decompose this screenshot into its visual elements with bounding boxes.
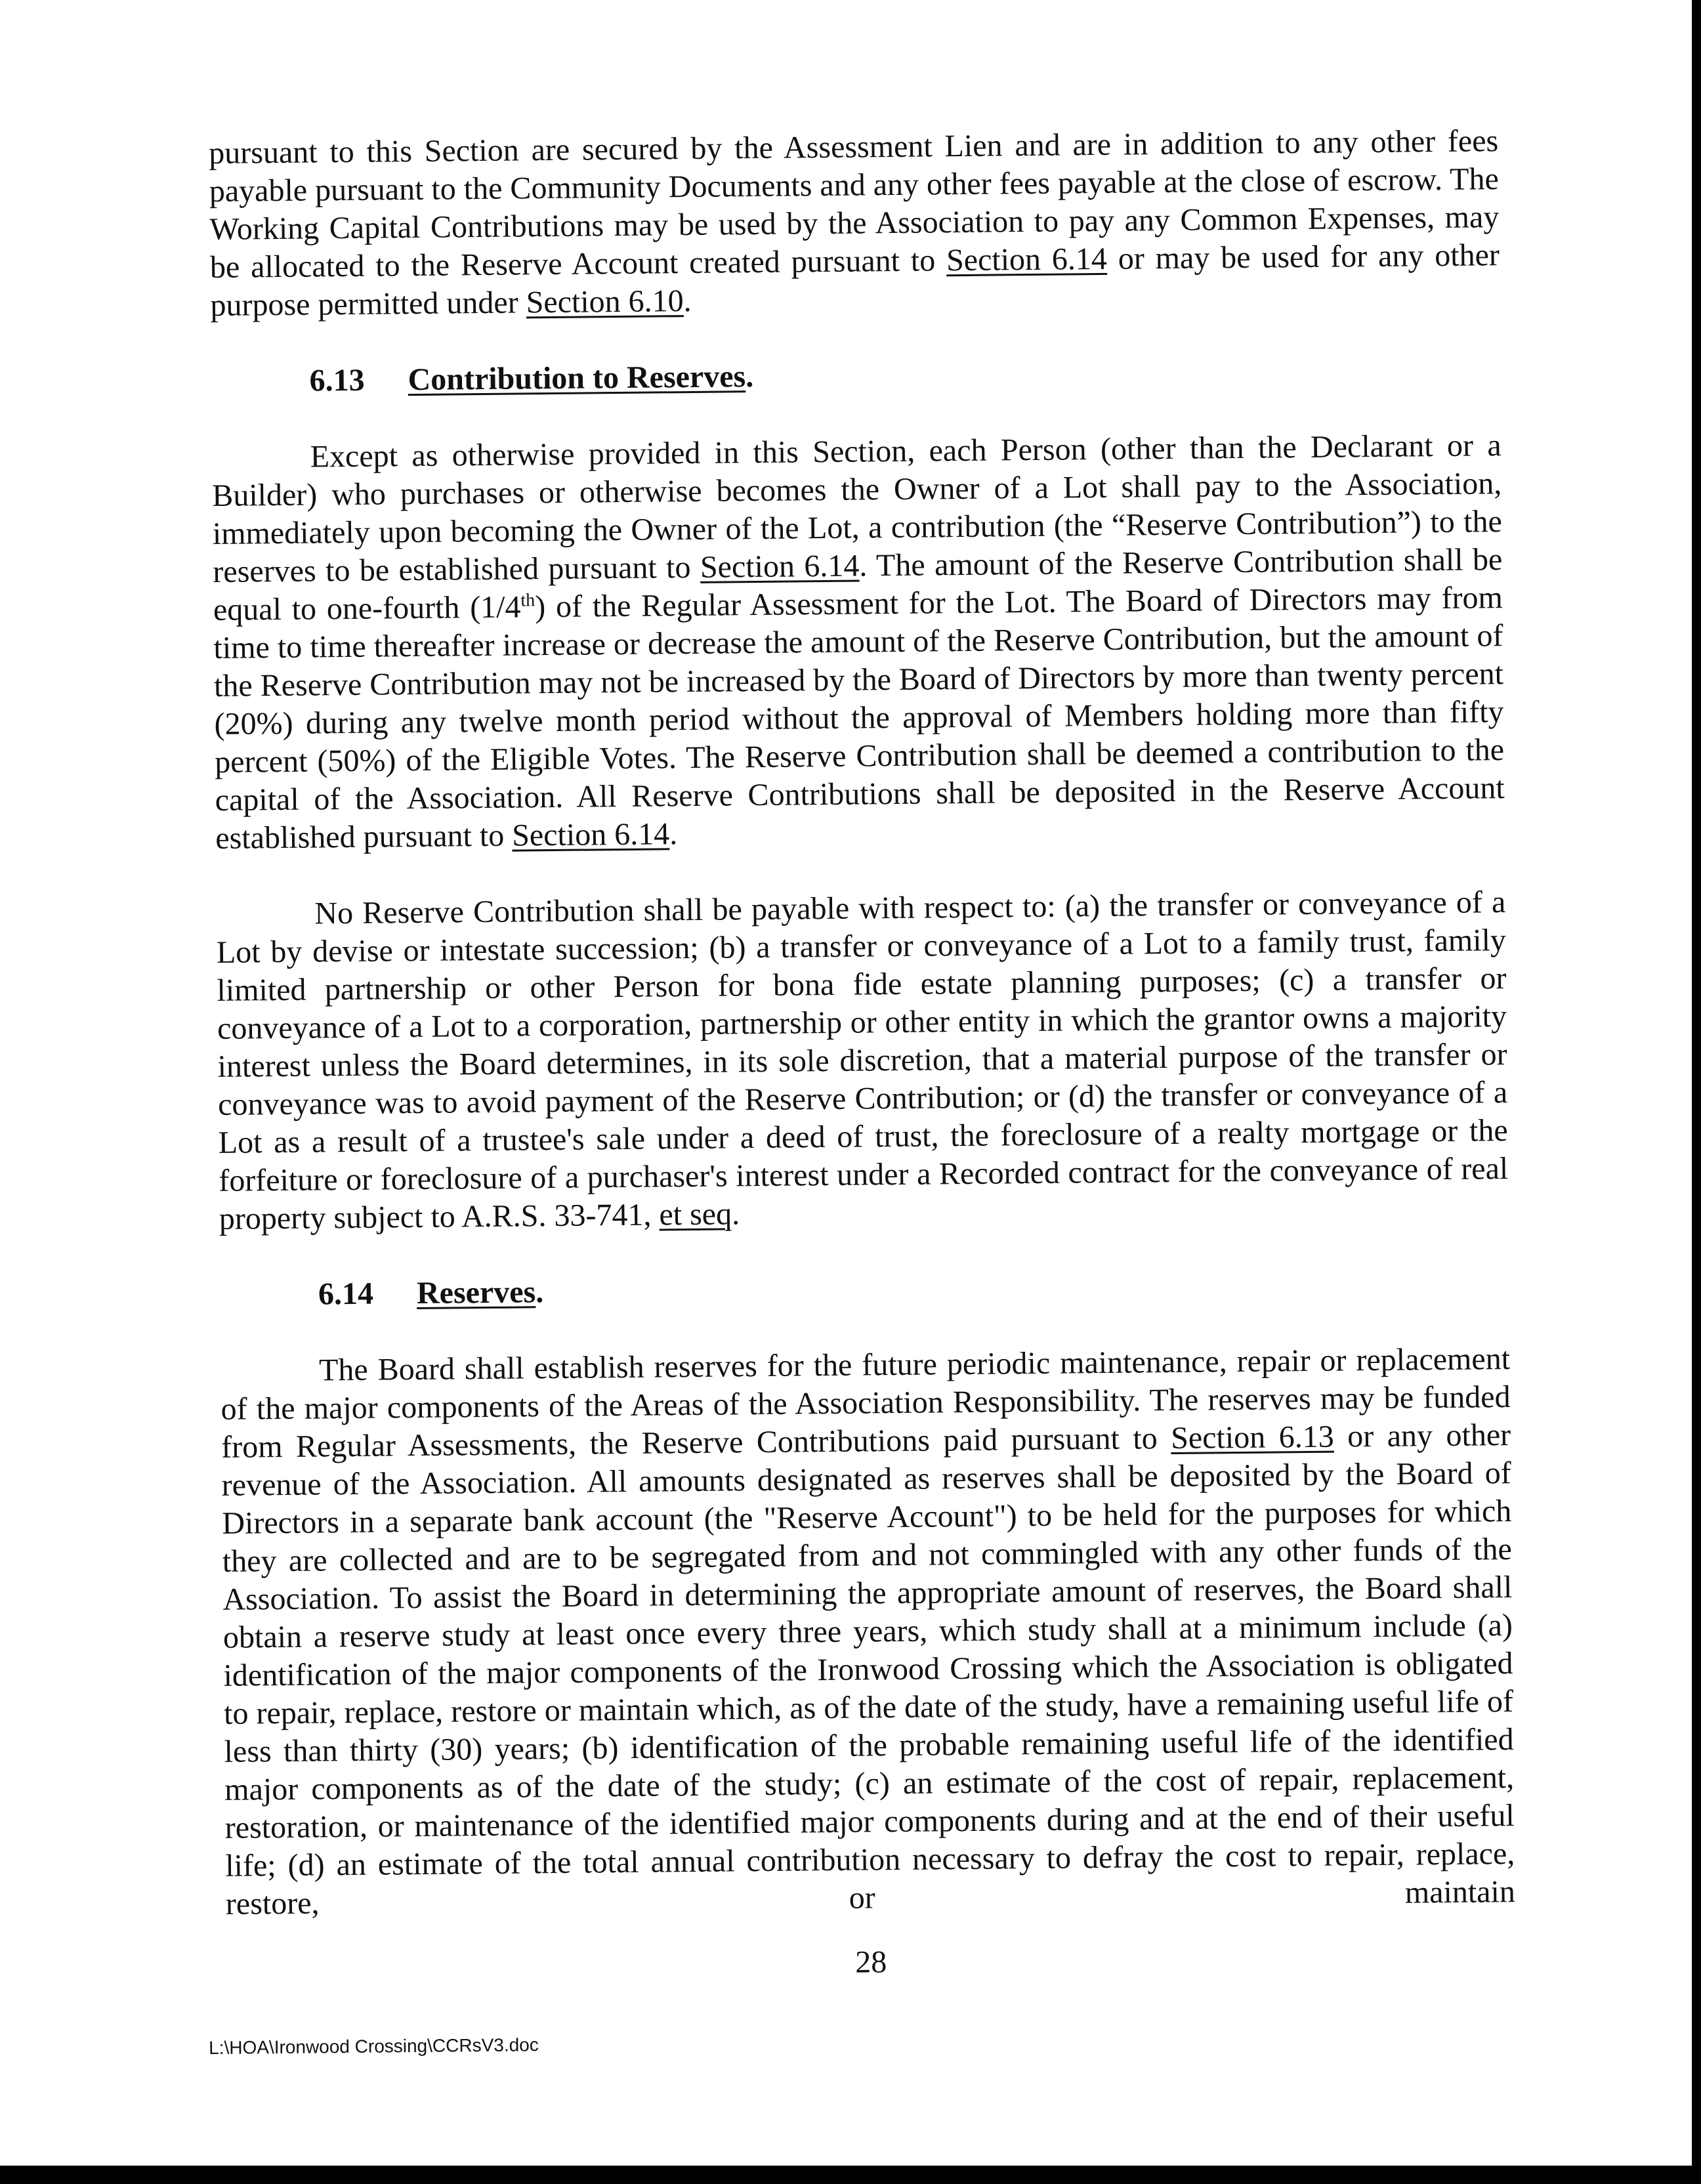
section-number: 6.14 (318, 1276, 374, 1312)
intro-paragraph: pursuant to this Section are secured by the Assessment Lien and are in addition to any other fees payable pursuant to the Community Documents and any other fees payable at the close of escrow. The Working Capital Contributions may be used by the Association to pay any Common Expenses, may be allocated to the Reserve Account created pursuant to Section 6.14 or may be used for any other purpose permitted under Section 6.10. (209, 123, 1500, 323)
section-reference-link: Section 6.14 (700, 548, 860, 585)
scan-edge-right (1692, 0, 1701, 2184)
section-6-14-heading: 6.14 Reserves. (220, 1264, 1509, 1314)
et-seq-citation: et seq (659, 1196, 732, 1232)
page-number: 28 (855, 1944, 887, 1980)
scan-edge-bottom (0, 2166, 1701, 2184)
section-6-13-paragraph-2: No Reserve Contribution shall be payable with respect to: (a) the transfer or conveyance of a Lot by devise or intestate succession; (b) a transfer or conveyance of a Lot to a family trust, family limited partnership or other Person for bona fide estate planning purposes; (c) a transfer or conveyance of a Lot to a corporation, partnership or other entity in which the grantor owns a majority interest unless the Board determines, in its sole discretion, that a material purpose of the transfer or conveyance was to avoid payment of the Reserve Contribution; or (d) the transfer or conveyance of a Lot as a result of a trustee's sale under a deed of trust, the foreclosure of a realty mortgage or the forfeiture or foreclosure of a purchaser's interest under a Recorded contract for the conveyance of real property subject to A.R.S. 33-741, et seq. (216, 885, 1509, 1236)
section-reference-link: Section 6.14 (946, 241, 1108, 278)
section-6-14-paragraph-1: The Board shall establish reserves for the future periodic maintenance, repair or replacement of the major components of the Areas of the Association Responsibility. The reserves may be funded from Regular Assessments, the Reserve Contributions paid pursuant to Section 6.13 or any other revenue of the Association. All amounts designated as reserves shall be deposited by the Board of Directors in a separate bank account (the "Reserve Account") to be held for the purposes for which they are collected and are to be segregated from and not commingled with any other funds of the Association. To assist the Board in determining the appropriate amount of reserves, the Board shall obtain a reserve study at least once every three years, which study shall at a minimum include (a) identification of the major components of the Ironwood Crossing which the Association is obligated to repair, replace, restore or maintain which, as of the date of the study, have a remaining useful life of less than thirty (30) years; (b) identification of the probable remaining useful life of the identified major components as of the date of the study; (c) an estimate of the cost of repair, replacement, restoration, or maintenance of the identified major components during and at the end of their useful life; (d) an estimate of the total annual contribution necessary to defray the cost to repair, replace, restore, or maintain (220, 1341, 1516, 1922)
section-title: Reserves (416, 1274, 536, 1311)
section-reference-link: Section 6.13 (1170, 1419, 1334, 1456)
section-reference-link: Section 6.10 (526, 284, 684, 320)
section-6-13-heading: 6.13 Contribution to Reserves. (211, 350, 1500, 401)
section-6-13-paragraph-1: Except as otherwise provided in this Section, each Person (other than the Declarant or a Builder) who purchases or otherwise becomes the Owner of a Lot shall pay to the Association, immediately upon becoming the Owner of the Lot, a contribution (the “Reserve Contribution”) to the reserves to be established pursuant to Section 6.14. The amount of the Reserve Contribution shall be equal to one-fourth (1/4th) of the Regular Assessment for the Lot. The Board of Directors may from time to time thereafter increase or decrease the amount of the Reserve Contribution, but the amount of the Reserve Contribution may not be increased by the Board of Directors by more than twenty percent (20%) during any twelve month period without the approval of Members holding more than fifty percent (50%) of the Eligible Votes. The Reserve Contribution shall be deemed a contribution to the capital of the Association. All Reserve Contributions shall be deposited in the Reserve Account established pursuant to Section 6.14. (212, 428, 1505, 856)
section-number: 6.13 (309, 362, 365, 398)
section-title: Contribution to Reserves (408, 359, 746, 398)
section-reference-link: Section 6.14 (511, 816, 670, 853)
document-page (209, 122, 1516, 1988)
footer-file-path: L:\HOA\Ironwood Crossing\CCRsV3.doc (209, 2034, 539, 2058)
